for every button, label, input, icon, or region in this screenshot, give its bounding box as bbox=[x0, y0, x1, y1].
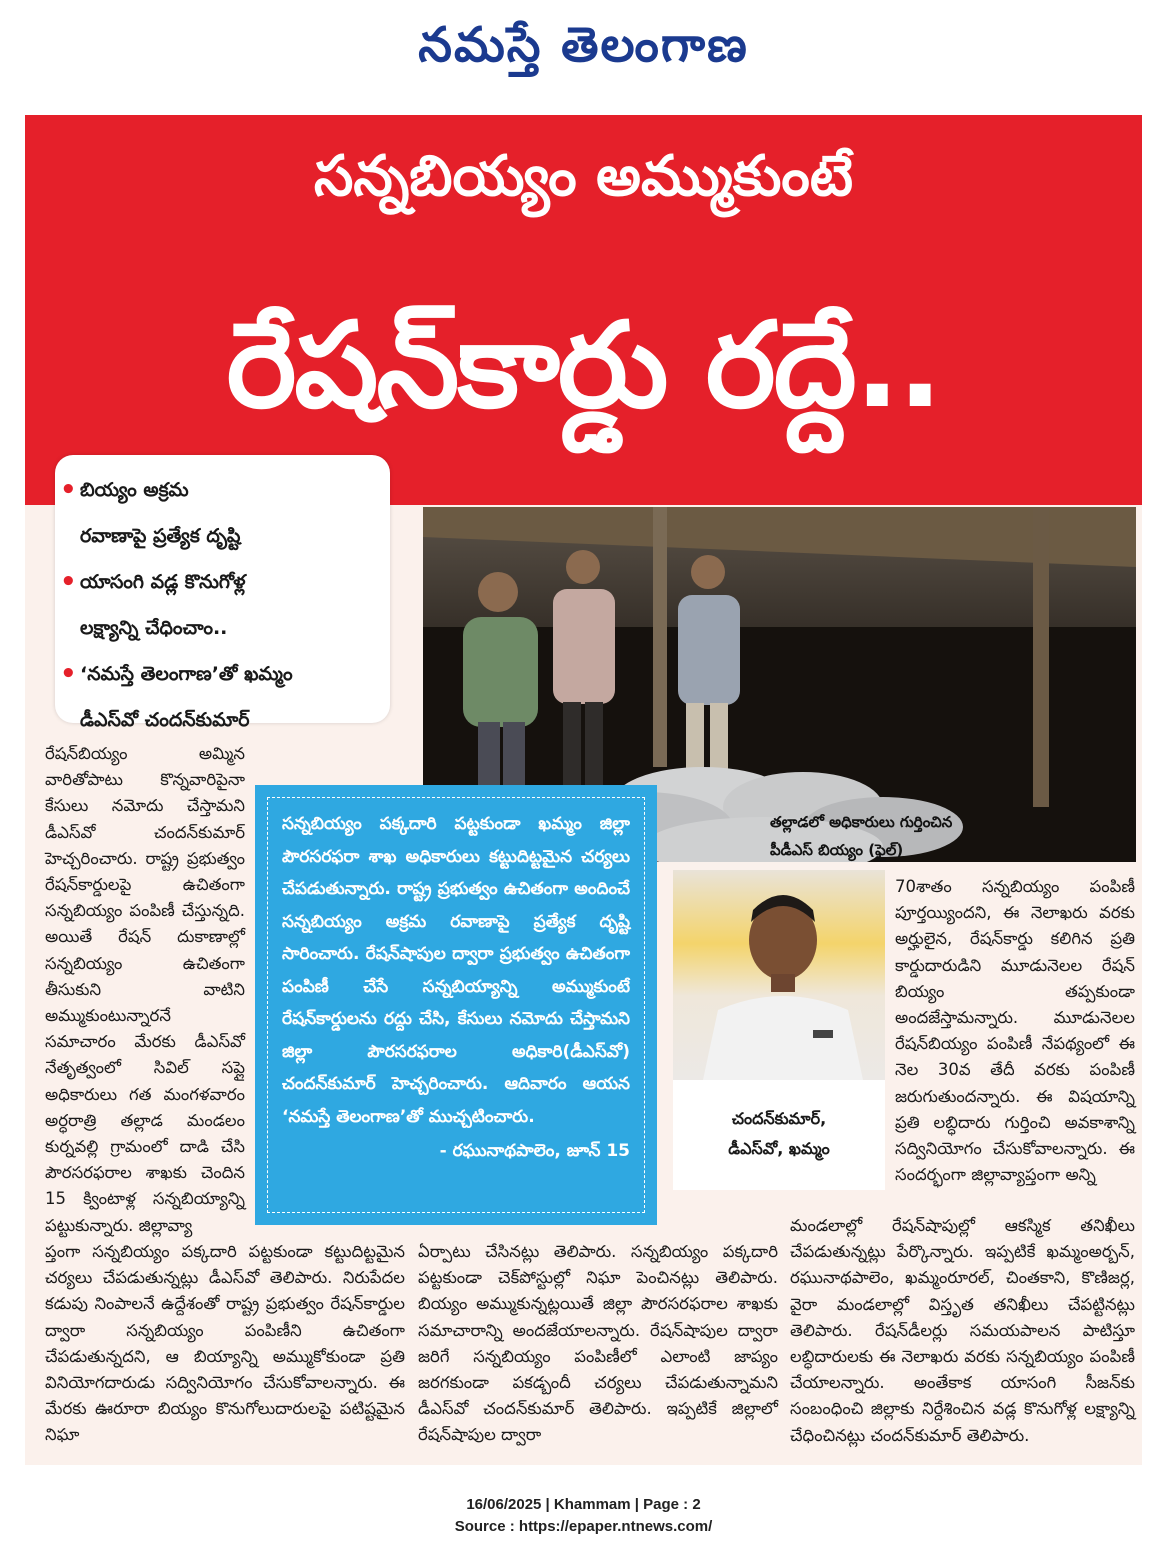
highlights-box bbox=[55, 455, 390, 731]
highlight-item: • ‘నమస్తే తెలంగాణ’తో ఖమ్మం bbox=[80, 651, 380, 697]
article-column-1-bottom bbox=[45, 1239, 405, 1449]
article-column-2 bbox=[418, 1239, 778, 1449]
article-paragraph: 70శాతం సన్నబియ్యం పంపిణీ పూర్తయ్యిందని, ఈ నెలాఖరు వరకు అర్హులైన, రేషన్‌కార్డు కలిగిన ప్రతి కార్డుదారుడిని మూడునెలల రేషన్ బియ్యం తప్పకుండా అందజేస్తామన్నారు. మూడునెలల రేషన్‌బియ్యం పంపిణీ నేపథ్యంలో ఈ నెల 30వ తేదీ వరకు పంపిణీ జరుగుతుందన్నారు. ఈ విషయాన్ని ప్రతి లబ్ధిదారు గుర్తించి అవకాశాన్ని సద్వినియోగం చేసుకోవాలన్నారు. ఈ సందర్భంగా జిల్లావ్యాప్తంగా అన్ని bbox=[895, 877, 1135, 1185]
footer-source: Source : https://epaper.ntnews.com/ bbox=[454, 1518, 713, 1535]
portrait-illustration bbox=[673, 870, 885, 1080]
portrait-caption-line: డీఎస్‌వో, ఖమ్మం bbox=[728, 1139, 830, 1158]
pull-quote-box bbox=[255, 785, 657, 1225]
masthead-logo: నమస్తే తెలంగాణ bbox=[418, 17, 749, 73]
headline-banner bbox=[25, 115, 1142, 505]
photo-caption-line: తల్లాడలో అధికారులు గుర్తించిన bbox=[770, 813, 953, 831]
official-portrait bbox=[673, 870, 885, 1080]
highlight-item: • బియ్యం అక్రమ bbox=[80, 467, 380, 513]
pull-quote-text: సన్నబియ్యం పక్కదారి పట్టకుండా ఖమ్మం జిల్లా పౌరసరఫరా శాఖ అధికారులు కట్టుదిట్టమైన చర్యలు చేపడుతున్నారు. రాష్ట్ర ప్రభుత్వం ఉచితంగా అందించే సన్నబియ్యం అక్రమ రవాణాపై ప్రత్యేక దృష్టి సారించారు. రేషన్‌షాపుల ద్వారా ప్రభుత్వం ఉచితంగా పంపిణీ చేసే సన్నబియ్యాన్ని అమ్ముకుంటే రేషన్‌కార్డులను రద్దు చేసి, కేసులు నమోదు చేస్తామని జిల్లా పౌరసరఫరాల అధికారి(డీఎస్‌వో) చందన్‌కుమార్ హెచ్చరించారు. ఆదివారం ఆయన ‘నమస్తే తెలంగాణ’తో ముచ్చటించారు. bbox=[282, 814, 630, 1127]
article-column-3-bottom bbox=[790, 1213, 1135, 1449]
article-paragraph: రేషన్‌బియ్యం అమ్మిన వారితోపాటు కొన్నవారిపైనా కేసులు నమోదు చేస్తామని డీఎస్‌వో చందన్‌కుమార్ హెచ్చరించారు. రాష్ట్ర ప్రభుత్వం రేషన్‌కార్డులపై ఉచితంగా సన్నబియ్యం పంపిణీ చేస్తున్నది. అయితే రేషన్ దుకాణాల్లో సన్నబియ్యం ఉచితంగా తీసుకుని వాటిని అమ్ముకుంటున్నారనే సమాచారం మేరకు డీఎస్‌వో నేతృత్వంలో సివిల్ సప్లై అధికారులు గత మంగళవారం అర్ధరాత్రి తల్లాడ మండలం కుర్నవల్లి గ్రామంలో దాడి చేసి పౌరసరఫరాల శాఖకు చెందిన 15 క్వింటాళ్ల సన్నబియ్యాన్ని పట్టుకున్నారు. జిల్లావ్యా bbox=[45, 744, 245, 1235]
page-footer bbox=[0, 1494, 1167, 1538]
photo-caption bbox=[770, 808, 1130, 864]
photo-caption-line: పీడీఎస్ బియ్యం (ఫైల్) bbox=[770, 841, 904, 859]
portrait-caption bbox=[673, 1080, 885, 1190]
highlight-item: లక్ష్యాన్ని చేధించాం.. bbox=[80, 617, 228, 639]
highlight-item: డీఎస్‌వో చందన్‌కుమార్ bbox=[80, 709, 250, 731]
article-paragraph: మండలాల్లో రేషన్‌షాపుల్లో ఆకస్మిక తనిఖీలు చేపడుతున్నట్లు పేర్కొన్నారు. ఇప్పటికే ఖమ్మంఅర్బన్, రఘునాథపాలెం, ఖమ్మంరూరల్, చింతకాని, కొణిజర్ల, వైరా మండలాల్లో విస్తృత తనిఖీలు చేపట్టినట్లు తెలిపారు. రేషన్‌డీలర్లు సమయపాలన పాటిస్తూ లబ్ధిదారులకు ఈ నెలాఖరు వరకు సన్నబియ్యం పంపిణీ చేయాలన్నారు. అంతేకాక యాసంగి సీజన్‌కు సంబంధించి జిల్లాకు నిర్దేశించిన వడ్ల కొనుగోళ్ల లక్ష్యాన్ని చేధించినట్లు చందన్‌కుమార్ తెలిపారు. bbox=[790, 1216, 1135, 1445]
dateline: - రఘునాథపాలెం, జూన్ 15 bbox=[439, 1141, 630, 1161]
pull-quote-border bbox=[267, 797, 645, 1213]
footer-date-page: 16/06/2025 | Khammam | Page : 2 bbox=[466, 1496, 701, 1513]
main-headline: రేషన్‌కార్డు రద్దే.. bbox=[226, 296, 941, 434]
portrait-caption-line: చందన్‌కుమార్, bbox=[731, 1109, 827, 1128]
kicker-headline: సన్నబియ్యం అమ్ముకుంటే bbox=[314, 144, 853, 209]
article-paragraph: ప్తంగా సన్నబియ్యం పక్కదారి పట్టకుండా కట్టుదిట్టమైన చర్యలు చేపడుతున్నట్లు డీఎస్‌వో తెలిపారు. నిరుపేదల కడుపు నింపాలనే ఉద్దేశంతో రాష్ట్ర ప్రభుత్వం రేషన్‌కార్డుల ద్వారా సన్నబియ్యం పంపిణీని ఉచితంగా చేపడుతున్నదని, ఆ బియ్యాన్ని అమ్ముకోకుండా ప్రతి వినియోగదారుడు సద్వినియోగం చేసుకోవాలన్నారు. ఈ మేరకు ఊరూరా బియ్యం కొనుగోలుదారులపై పటిష్టమైన నిఘా bbox=[45, 1242, 405, 1445]
article-column-1-top bbox=[45, 741, 245, 1239]
highlight-item: • యాసంగి వడ్ల కొనుగోళ్ల bbox=[80, 559, 380, 605]
article-paragraph: ఏర్పాటు చేసినట్లు తెలిపారు. సన్నబియ్యం పక్కదారి పట్టకుండా చెక్‌పోస్టుల్లో నిఘా పెంచినట్లు తెలిపారు. బియ్యం అమ్ముకున్నట్లయితే జిల్లా పౌరసరఫరాల శాఖకు సమాచారాన్ని అందజేయాలన్నారు. రేషన్‌షాపుల ద్వారా జరిగే సన్నబియ్యం పంపిణీలో ఎలాంటి జాప్యం జరగకుండా పకడ్బందీ చర్యలు చేపడుతున్నామని డీఎస్‌వో చందన్‌కుమార్ తెలిపారు. ఇప్పటికే జిల్లాలో రేషన్‌షాపుల ద్వారా bbox=[418, 1242, 778, 1445]
highlight-item: రవాణాపై ప్రత్యేక దృష్టి bbox=[80, 525, 241, 547]
article-column-3-top bbox=[895, 874, 1135, 1188]
